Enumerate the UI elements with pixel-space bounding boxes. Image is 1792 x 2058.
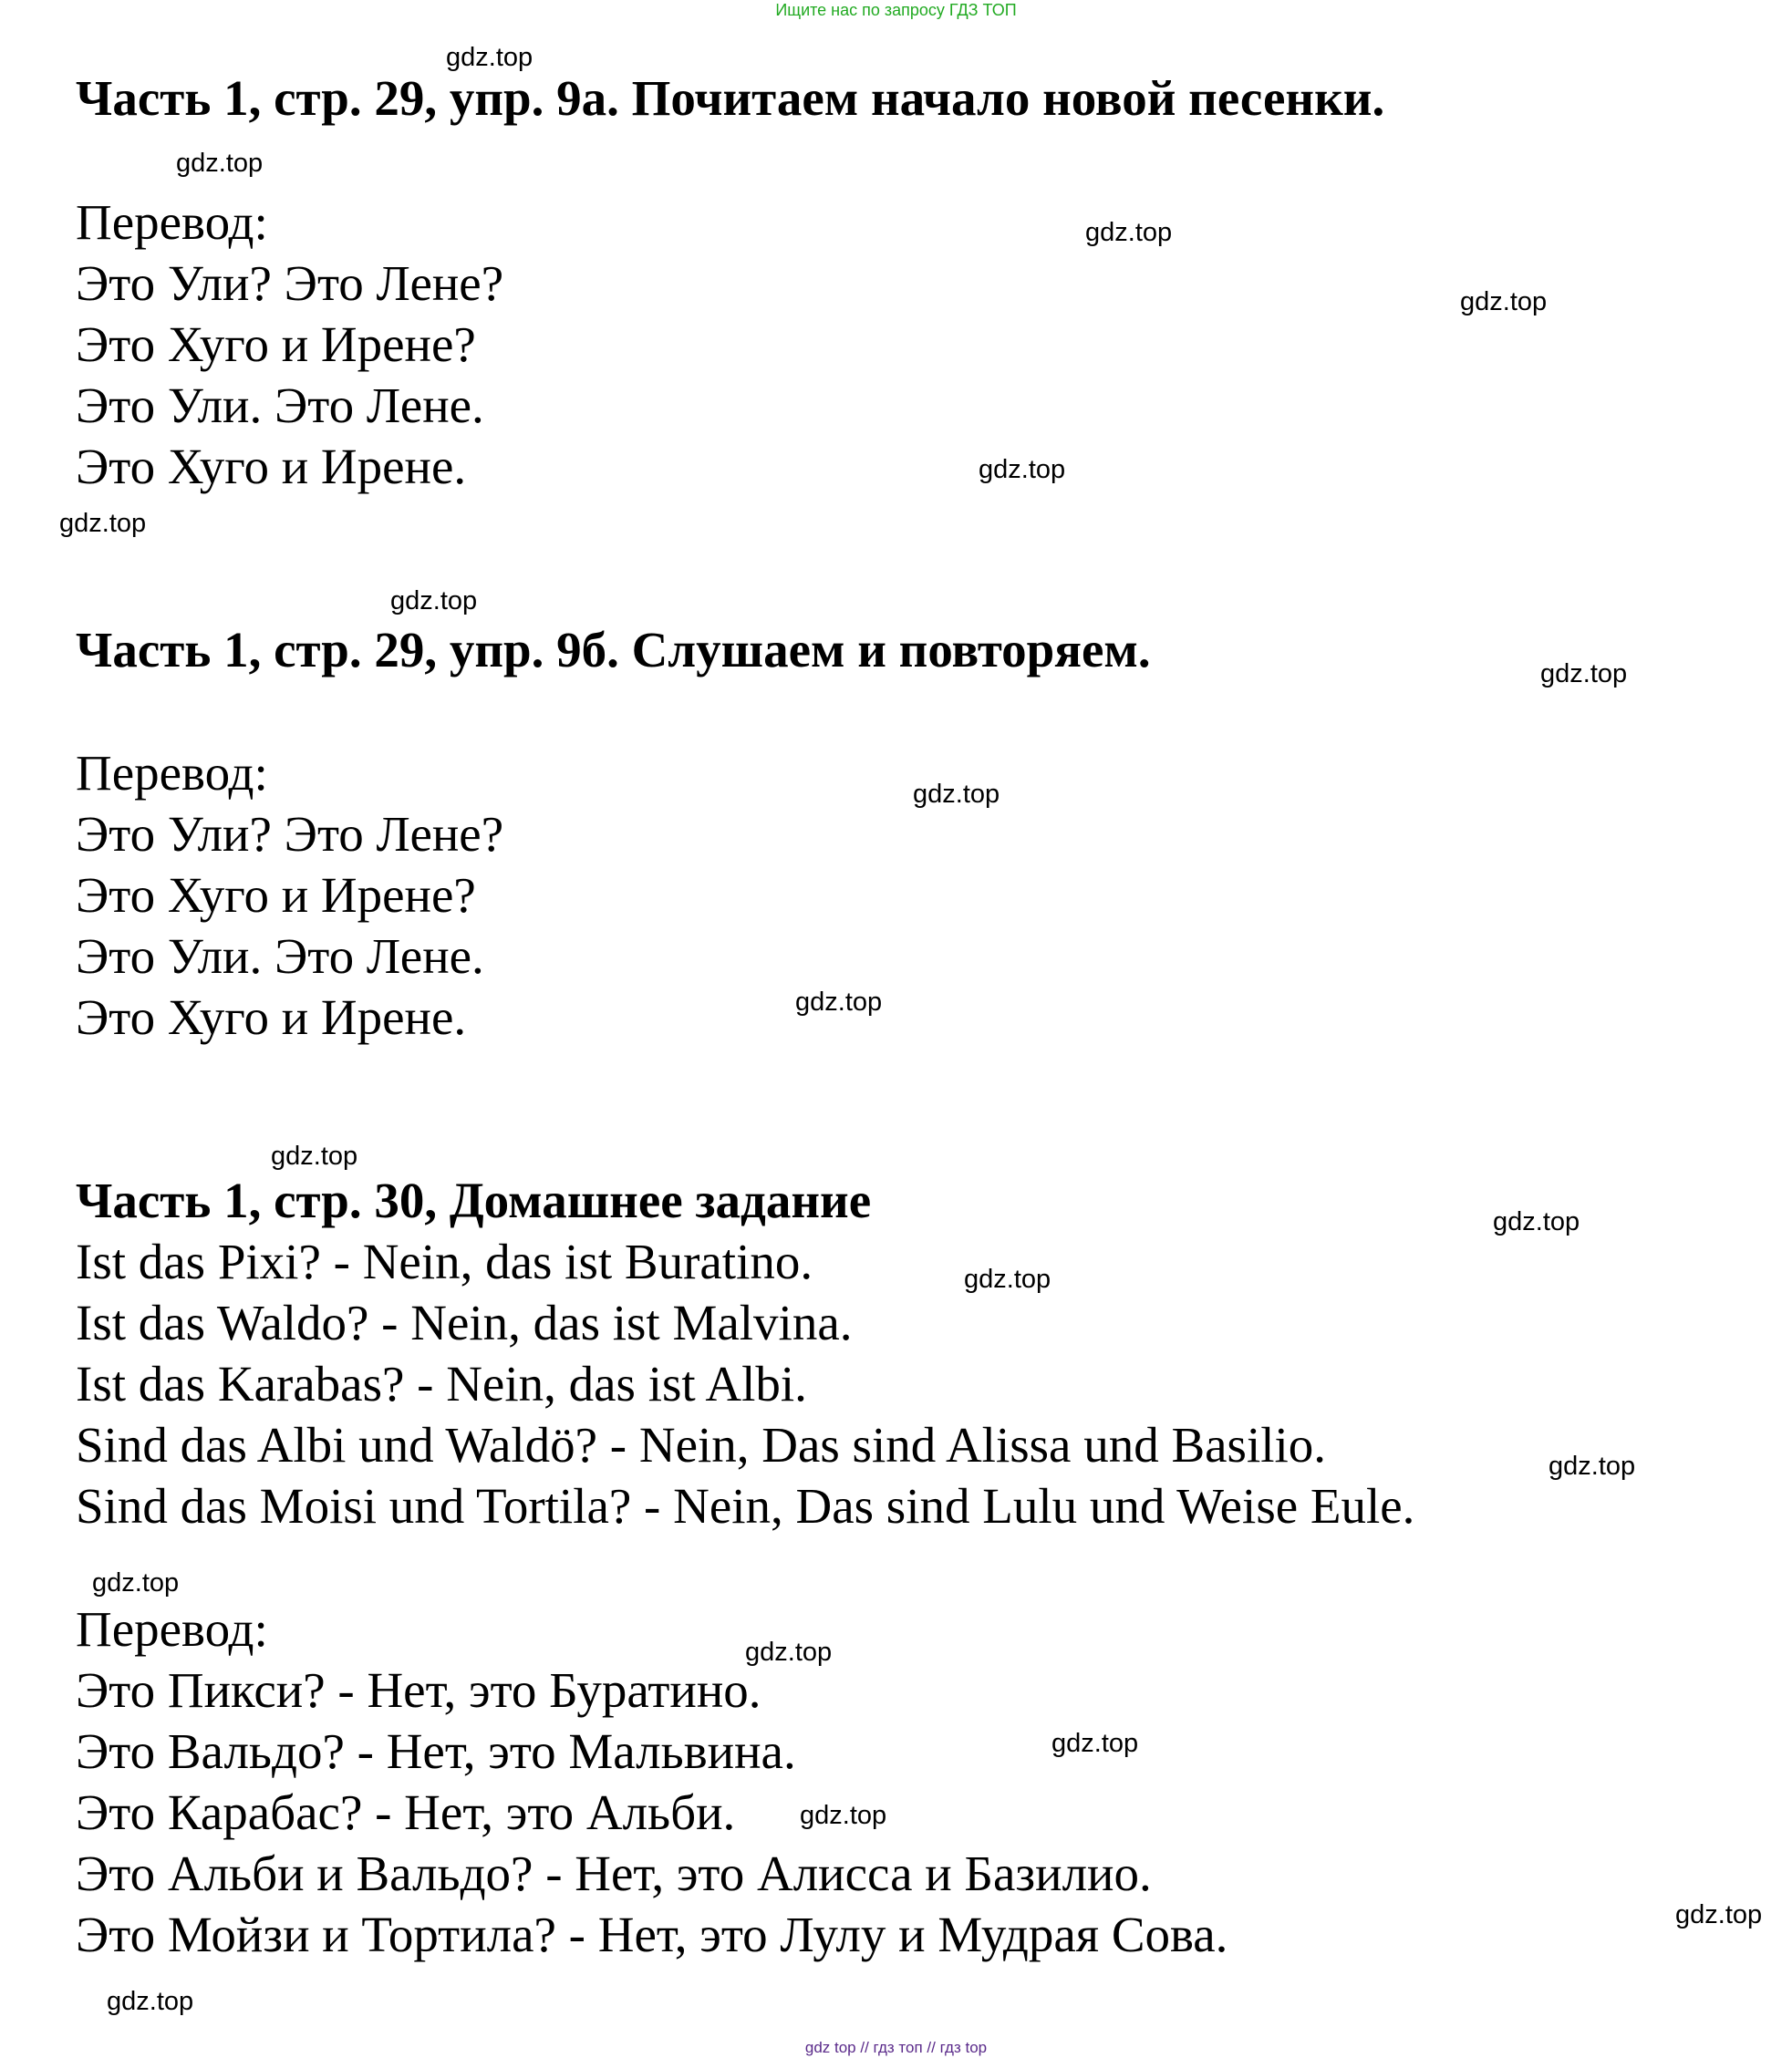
watermark: gdz.top (1051, 1729, 1139, 1758)
section-1-heading: Часть 1, стр. 29, упр. 9а. Почитаем начало новой песенки. (76, 70, 1385, 126)
watermark: gdz.top (1460, 287, 1548, 316)
section-3-translation-line: Это Вальдо? - Нет, это Мальвина. (76, 1723, 796, 1779)
section-3-german-line: Ist das Karabas? - Nein, das ist Albi. (76, 1356, 807, 1412)
section-1-line: Это Хуго и Ирене? (76, 316, 476, 372)
section-3-german-line: Ist das Waldo? - Nein, das ist Malvina. (76, 1295, 853, 1350)
watermark: gdz.top (795, 988, 883, 1017)
section-1-line: Перевод: (76, 194, 268, 250)
watermark: gdz.top (1085, 218, 1173, 247)
watermark: gdz.top (913, 780, 1000, 809)
section-2-line: Это Ули? Это Лене? (76, 806, 504, 862)
watermark: gdz.top (1493, 1207, 1580, 1236)
footer-separator: // (860, 2039, 869, 2056)
section-3-translation-line: Это Мойзи и Тортила? - Нет, это Лулу и Мудрая Сова. (76, 1907, 1228, 1962)
watermark: gdz.top (92, 1568, 180, 1598)
watermark: gdz.top (1549, 1452, 1636, 1481)
section-2-heading: Часть 1, стр. 29, упр. 9б. Слушаем и повторяем. (76, 622, 1151, 677)
footer-link[interactable]: gdz top (804, 2039, 856, 2056)
section-1-line: Это Ули? Это Лене? (76, 255, 504, 311)
top-banner: Ищите нас по запросу ГДЗ ТОП (775, 1, 1017, 19)
section-2-line: Это Ули. Это Лене. (76, 928, 484, 984)
section-3-german-line: Sind das Moisi und Tortila? - Nein, Das sind Lulu und Weise Eule. (76, 1478, 1415, 1534)
footer-links (0, 2039, 1792, 2057)
watermark: gdz.top (107, 1987, 194, 2016)
watermark: gdz.top (964, 1265, 1051, 1294)
watermark: gdz.top (979, 455, 1066, 484)
section-3-translation-line: Это Пикси? - Нет, это Буратино. (76, 1662, 761, 1718)
watermark: gdz.top (1675, 1900, 1763, 1929)
section-3-german-line: Sind das Albi und Waldö? - Nein, Das sind Alissa und Basilio. (76, 1417, 1327, 1473)
section-3-german-line: Ist das Pixi? - Nein, das ist Buratino. (76, 1234, 813, 1289)
watermark: gdz.top (176, 149, 264, 178)
section-1-line: Это Ули. Это Лене. (76, 377, 484, 433)
watermark: gdz.top (271, 1142, 358, 1171)
section-3-translation-line: Это Альби и Вальдо? - Нет, это Алисса и Базилио. (76, 1846, 1152, 1901)
footer-link[interactable]: гдз топ (873, 2039, 923, 2056)
watermark: gdz.top (800, 1801, 887, 1830)
section-3-heading: Часть 1, стр. 30, Домашнее задание (76, 1173, 872, 1228)
footer-link[interactable]: гдз top (939, 2039, 988, 2056)
section-3-translation-line: Это Карабас? - Нет, это Альби. (76, 1784, 736, 1840)
section-2-line: Это Хуго и Ирене? (76, 867, 476, 923)
watermark: gdz.top (59, 509, 147, 538)
footer-separator: // (927, 2039, 936, 2056)
section-3-translation-line: Перевод: (76, 1601, 268, 1657)
watermark: gdz.top (390, 586, 478, 615)
section-2-line: Это Хуго и Ирене. (76, 989, 467, 1045)
watermark: gdz.top (1540, 659, 1628, 688)
section-1-line: Это Хуго и Ирене. (76, 439, 467, 494)
watermark: gdz.top (745, 1638, 833, 1667)
watermark: gdz.top (446, 43, 533, 72)
section-2-line: Перевод: (76, 745, 268, 801)
